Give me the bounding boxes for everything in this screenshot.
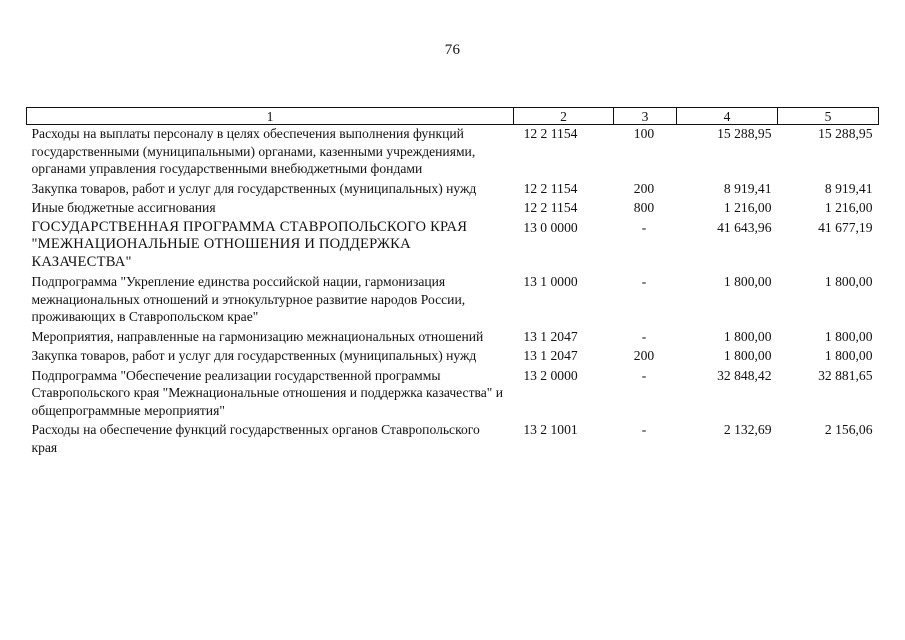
- expense-name: Расходы на обеспечение функций государственных органов Ставропольского края: [31, 422, 480, 455]
- target-article-code: 13 1 2047: [523, 348, 578, 363]
- table-row: [27, 199, 879, 219]
- expense-type-code: 800: [633, 200, 655, 215]
- amount-col4: 1 800,00: [723, 274, 772, 289]
- amount-col5: 1 216,00: [824, 200, 873, 215]
- expense-type-code: -: [641, 328, 647, 344]
- amount-col5: 41 677,19: [818, 219, 873, 235]
- page-number: 76: [444, 42, 461, 58]
- expense-name: Мероприятия, направленные на гармонизацию межнациональных отношений: [31, 328, 484, 344]
- table-row: [27, 367, 879, 422]
- expense-type-code: -: [641, 219, 647, 235]
- target-article-code: 12 2 1154: [523, 180, 578, 196]
- target-article-code: 12 2 1154: [523, 126, 578, 141]
- target-article-code: 13 2 0000: [523, 367, 578, 383]
- table-row: [27, 219, 879, 274]
- expense-name: Расходы на выплаты персоналу в целях обеспечения выполнения функций государственными (муниципальными) органами, казенными учреждениями, органами управления государственными внебюджетными фондами: [31, 126, 476, 176]
- amount-col4: 2 132,69: [723, 422, 772, 437]
- amount-col5: 1 800,00: [824, 328, 873, 344]
- expense-name: Иные бюджетные ассигнования: [31, 200, 216, 215]
- amount-col5: 1 800,00: [824, 274, 873, 289]
- amount-col4: 1 800,00: [723, 348, 772, 363]
- expense-name: Подпрограмма "Обеспечение реализации государственной программы Ставропольского края "Межнациональные отношения и поддержка казачества" и общепрограммные мероприятия": [31, 367, 504, 418]
- column-header-3: 3: [614, 108, 677, 125]
- target-article-code: 13 1 0000: [523, 274, 578, 289]
- column-header-5: 5: [778, 108, 879, 125]
- amount-col5: 15 288,95: [818, 126, 873, 141]
- expense-type-code: -: [641, 274, 647, 289]
- expense-name: Закупка товаров, работ и услуг для государственных (муниципальных) нужд: [31, 180, 477, 196]
- table-row: [27, 273, 879, 328]
- column-header-1: 1: [27, 108, 514, 125]
- table-row: [27, 180, 879, 200]
- expense-type-code: 100: [633, 126, 655, 141]
- expense-type-code: -: [641, 367, 647, 383]
- expense-name: Закупка товаров, работ и услуг для государственных (муниципальных) нужд: [31, 348, 477, 363]
- amount-col4: 32 848,42: [717, 367, 772, 383]
- target-article-code: 13 0 0000: [523, 219, 578, 235]
- expense-type-code: 200: [633, 348, 655, 363]
- table-header: [27, 108, 879, 125]
- amount-col4: 15 288,95: [717, 126, 772, 141]
- amount-col4: 8 919,41: [723, 180, 772, 196]
- header-row: [27, 108, 879, 125]
- target-article-code: 12 2 1154: [523, 200, 578, 215]
- expense-type-code: 200: [633, 180, 655, 196]
- expense-name: Подпрограмма "Укрепление единства российской нации, гармонизация межнациональных отношений и этнокультурное развитие народов России, проживающих в Ставропольском крае": [31, 274, 466, 324]
- amount-col5: 1 800,00: [824, 348, 873, 363]
- state-program-name: ГОСУДАРСТВЕННАЯ ПРОГРАММА СТАВРОПОЛЬСКОГО КРАЯ "МЕЖНАЦИОНАЛЬНЫЕ ОТНОШЕНИЯ И ПОДДЕРЖКА КАЗАЧЕСТВА": [31, 218, 468, 270]
- amount-col4: 41 643,96: [717, 219, 772, 235]
- column-header-4: 4: [677, 108, 778, 125]
- table-row: [27, 347, 879, 367]
- amount-col5: 2 156,06: [824, 422, 873, 437]
- target-article-code: 13 1 2047: [523, 328, 578, 344]
- amount-col5: 32 881,65: [818, 367, 873, 383]
- amount-col4: 1 216,00: [723, 200, 772, 215]
- table-row: [27, 125, 879, 180]
- table-body: [27, 125, 879, 459]
- column-header-2: 2: [514, 108, 614, 125]
- budget-table: [26, 107, 879, 458]
- amount-col5: 8 919,41: [824, 180, 873, 196]
- target-article-code: 13 2 1001: [523, 422, 578, 437]
- amount-col4: 1 800,00: [723, 328, 772, 344]
- expense-type-code: -: [641, 422, 647, 437]
- table-row: [27, 421, 879, 458]
- table-row: [27, 328, 879, 348]
